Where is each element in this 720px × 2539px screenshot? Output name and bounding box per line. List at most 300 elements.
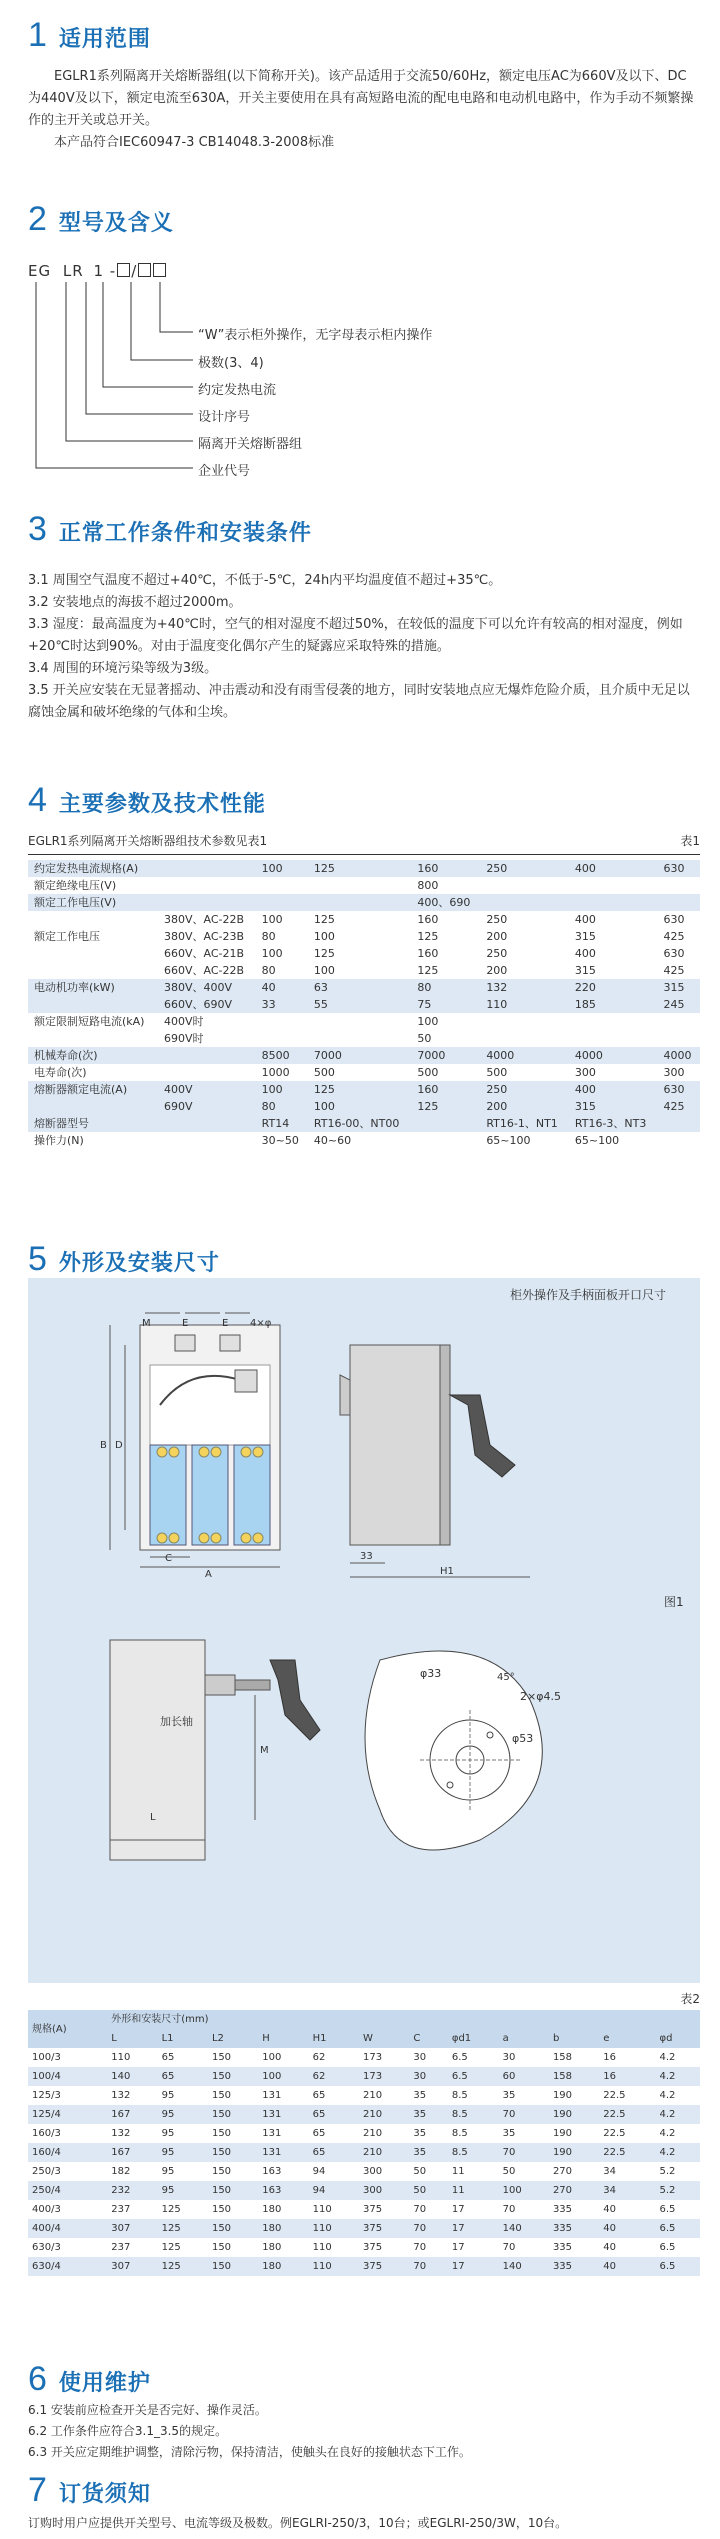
shaft-label: 加长轴 bbox=[160, 1715, 193, 1728]
table-cell bbox=[658, 1030, 701, 1047]
table-cell: 16 bbox=[599, 2067, 655, 2086]
table-cell: 110 bbox=[480, 996, 569, 1013]
table-cell: 40 bbox=[603, 2204, 617, 2215]
table-cell: 22.5 bbox=[599, 2105, 655, 2124]
table-cell: 95 bbox=[161, 2128, 175, 2139]
table-cell: 150 bbox=[211, 2090, 232, 2101]
model-label-design: 设计序号 bbox=[198, 410, 251, 425]
table-cell: 11 bbox=[451, 2166, 465, 2177]
table-cell: 4000 bbox=[658, 1047, 701, 1064]
table-cell bbox=[569, 1013, 658, 1030]
table-cell: 315 bbox=[658, 979, 701, 996]
ordering-text: 订购时用户应提供开关型号、电流等级及极数。例EGLRI-250/3，10台；或EGLRI-250/3W，10台。 bbox=[28, 2516, 568, 2530]
conditions-list bbox=[28, 570, 698, 724]
table-cell: 40 bbox=[603, 2242, 617, 2253]
table-cell: 180 bbox=[262, 2242, 282, 2253]
table-row bbox=[28, 2162, 700, 2181]
table-cell: 400/4 bbox=[28, 2219, 107, 2238]
table-cell: 375 bbox=[359, 2219, 409, 2238]
condition-item: 3.1 周围空气温度不超过+40℃，不低于-5℃，24h内平均温度值不超过+35℃。 bbox=[28, 573, 502, 588]
table-row bbox=[28, 2219, 700, 2238]
table-cell: 60 bbox=[499, 2067, 549, 2086]
table-cell: 182 bbox=[111, 2166, 131, 2177]
table-cell: 335 bbox=[552, 2204, 573, 2215]
table-cell: 35 bbox=[413, 2128, 427, 2139]
table-cell: 160 bbox=[417, 913, 439, 926]
table-cell: 173 bbox=[362, 2052, 383, 2063]
table-cell: 50 bbox=[417, 1032, 432, 1045]
table-cell: 630/4 bbox=[28, 2257, 107, 2276]
column-header: e bbox=[599, 2029, 655, 2048]
table-cell: 131 bbox=[258, 2105, 308, 2124]
table-cell: 125 bbox=[308, 860, 411, 877]
table-cell bbox=[480, 894, 569, 911]
table-cell: 4000 bbox=[569, 1047, 658, 1064]
table-cell bbox=[658, 1115, 701, 1132]
dim-m2: M bbox=[260, 1745, 269, 1756]
table-cell bbox=[480, 877, 569, 894]
table-cell: 30~50 bbox=[261, 1134, 299, 1147]
table-cell bbox=[308, 1013, 411, 1030]
table-cell: 8500 bbox=[256, 1047, 308, 1064]
column-header: H bbox=[258, 2029, 308, 2048]
table-cell: 17 bbox=[451, 2242, 465, 2253]
table-cell bbox=[256, 1030, 308, 1047]
table-cell: 30 bbox=[502, 2052, 516, 2063]
table-cell: 95 bbox=[158, 2143, 208, 2162]
table-cell: 8.5 bbox=[448, 2105, 499, 2124]
table-cell: 500 bbox=[486, 1066, 508, 1079]
table-cell: 100 bbox=[313, 930, 335, 943]
dim-h1: H1 bbox=[440, 1566, 454, 1577]
table-cell: 131 bbox=[262, 2090, 282, 2101]
table-cell bbox=[28, 962, 158, 979]
table-cell: 22.5 bbox=[603, 2128, 626, 2139]
column-header: φd1 bbox=[448, 2029, 499, 2048]
table-cell: 500 bbox=[313, 1066, 335, 1079]
section-1-body bbox=[28, 66, 698, 154]
table-cell: 660V、AC-21B bbox=[163, 947, 245, 960]
dim-m: M bbox=[142, 1318, 151, 1329]
table-cell: 150 bbox=[208, 2105, 258, 2124]
model-label-company: 企业代号 bbox=[198, 464, 251, 479]
table-cell bbox=[569, 894, 658, 911]
table-cell: 125 bbox=[158, 2257, 208, 2276]
table-cell: 100 bbox=[256, 1081, 308, 1098]
dim-d33: φ33 bbox=[420, 1667, 442, 1680]
table-cell: 307 bbox=[107, 2219, 157, 2238]
table-cell: 250 bbox=[486, 913, 508, 926]
table-cell: 4.2 bbox=[659, 2090, 676, 2101]
table-cell: 额定工作电压 bbox=[34, 930, 100, 943]
table-cell bbox=[28, 996, 158, 1013]
column-header: φd bbox=[656, 2029, 700, 2048]
maintenance-list bbox=[28, 2400, 698, 2463]
table-cell: 180 bbox=[262, 2204, 282, 2215]
table-cell: 660V、AC-22B bbox=[163, 964, 245, 977]
table-cell: 630 bbox=[658, 1081, 701, 1098]
table-cell: 380V、AC-23B bbox=[163, 930, 245, 943]
table-cell: 100/4 bbox=[28, 2067, 107, 2086]
table-cell: 131 bbox=[258, 2143, 308, 2162]
section-5-heading: 5 外形及安装尺寸 bbox=[28, 1240, 220, 1278]
table-cell: 210 bbox=[362, 2128, 383, 2139]
table-cell: 30 bbox=[413, 2052, 427, 2063]
table-cell: 425 bbox=[658, 1098, 701, 1115]
column-header: b bbox=[549, 2029, 599, 2048]
table-cell: 375 bbox=[359, 2257, 409, 2276]
table-cell: 35 bbox=[409, 2143, 448, 2162]
table-cell bbox=[411, 1132, 480, 1149]
table-cell: 65 bbox=[312, 2090, 326, 2101]
table-cell: 380V、400V bbox=[158, 979, 256, 996]
table-cell: 熔断器型号 bbox=[28, 1115, 158, 1132]
table-cell: 125 bbox=[161, 2242, 181, 2253]
table-cell: 245 bbox=[658, 996, 701, 1013]
table-cell: 70 bbox=[502, 2242, 516, 2253]
table-cell: 160 bbox=[411, 1081, 480, 1098]
table-cell: 232 bbox=[107, 2181, 157, 2200]
table-cell: 163 bbox=[258, 2181, 308, 2200]
table-cell: 163 bbox=[262, 2166, 282, 2177]
column-header: W bbox=[359, 2029, 409, 2048]
table-cell: 4.2 bbox=[656, 2105, 700, 2124]
table-cell: 100 bbox=[313, 964, 335, 977]
table-cell: 100 bbox=[261, 947, 283, 960]
table-row bbox=[28, 1115, 700, 1132]
table-cell bbox=[658, 894, 701, 911]
table-cell: 63 bbox=[308, 979, 411, 996]
dim-l: L bbox=[150, 1812, 156, 1823]
model-label-poles: 极数(3、4) bbox=[198, 356, 264, 371]
table-cell: 300 bbox=[574, 1066, 596, 1079]
condition-item: 3.4 周围的环境污染等级为3级。 bbox=[28, 661, 218, 676]
table-cell: 8.5 bbox=[451, 2128, 468, 2139]
dim-33: 33 bbox=[360, 1551, 373, 1562]
table-cell: 35 bbox=[409, 2105, 448, 2124]
table-cell: 100 bbox=[258, 2067, 308, 2086]
table-cell: 220 bbox=[569, 979, 658, 996]
table-cell bbox=[308, 894, 411, 911]
table-cell: 315 bbox=[574, 964, 596, 977]
table-cell: 40 bbox=[599, 2257, 655, 2276]
section-2-heading: 2 型号及含义 bbox=[28, 200, 174, 238]
table-cell: 250/3 bbox=[32, 2166, 61, 2177]
column-header: a bbox=[499, 2029, 549, 2048]
table-row bbox=[28, 979, 700, 996]
maintenance-item: 6.3 开关应定期维护调整，清除污物，保持清洁，使触头在良好的接触状态下工作。 bbox=[28, 2445, 471, 2459]
table-cell: 7000 bbox=[411, 1047, 480, 1064]
table-cell: 210 bbox=[359, 2105, 409, 2124]
table-cell: 237 bbox=[111, 2242, 131, 2253]
table-cell: 70 bbox=[499, 2143, 549, 2162]
table-cell: 8.5 bbox=[448, 2143, 499, 2162]
table-cell: 4.2 bbox=[656, 2143, 700, 2162]
model-label-type: 隔离开关熔断器组 bbox=[198, 437, 303, 452]
parameters-table bbox=[28, 860, 700, 1149]
table-cell: 80 bbox=[261, 930, 276, 943]
table-cell: 6.5 bbox=[448, 2067, 499, 2086]
table-cell: 630/3 bbox=[32, 2242, 61, 2253]
table-cell: 95 bbox=[158, 2181, 208, 2200]
table-cell: 800 bbox=[417, 879, 439, 892]
table-row bbox=[28, 2067, 700, 2086]
table-cell: 160 bbox=[417, 947, 439, 960]
table-cell: 125 bbox=[308, 1081, 411, 1098]
table-cell: 125 bbox=[313, 913, 335, 926]
table-cell: 190 bbox=[552, 2128, 573, 2139]
table-cell: 40 bbox=[256, 979, 308, 996]
table-cell bbox=[256, 894, 308, 911]
table-cell: 210 bbox=[359, 2143, 409, 2162]
dim-e1: E bbox=[182, 1318, 189, 1329]
table-cell: 150 bbox=[208, 2181, 258, 2200]
table-row bbox=[28, 2124, 700, 2143]
table-cell: 380V、AC-22B bbox=[163, 913, 245, 926]
table-cell: 180 bbox=[258, 2257, 308, 2276]
table-row bbox=[28, 1081, 700, 1098]
table-cell: 237 bbox=[111, 2204, 131, 2215]
table-cell: 158 bbox=[549, 2067, 599, 2086]
table-cell: 173 bbox=[359, 2067, 409, 2086]
table-cell: RT16-3、NT3 bbox=[569, 1115, 658, 1132]
table-cell: 50 bbox=[409, 2181, 448, 2200]
table-row bbox=[28, 877, 700, 894]
table-cell: 94 bbox=[312, 2166, 326, 2177]
table-cell: 17 bbox=[448, 2219, 499, 2238]
table-cell: 40 bbox=[599, 2219, 655, 2238]
table-cell bbox=[658, 1013, 701, 1030]
table-cell bbox=[28, 1030, 158, 1047]
table-cell: 30 bbox=[409, 2067, 448, 2086]
table-cell bbox=[28, 945, 158, 962]
section-4-heading: 4 主要参数及技术性能 bbox=[28, 781, 266, 819]
table-row bbox=[28, 2257, 700, 2276]
table-cell: 132 bbox=[111, 2128, 131, 2139]
table-cell: 75 bbox=[411, 996, 480, 1013]
table-cell: 140 bbox=[107, 2067, 157, 2086]
table-cell: 35 bbox=[502, 2128, 516, 2139]
table-cell: 94 bbox=[309, 2181, 359, 2200]
table-cell: 65~100 bbox=[574, 1134, 620, 1147]
table-cell: 200 bbox=[480, 1098, 569, 1115]
table-cell: 300 bbox=[362, 2166, 383, 2177]
table-cell: 70 bbox=[409, 2219, 448, 2238]
table-cell bbox=[658, 1132, 701, 1149]
table-row bbox=[28, 1132, 700, 1149]
table-cell: 6.5 bbox=[659, 2242, 676, 2253]
standard-paragraph: 本产品符合IEC60947-3 CB14048.3-2008标准 bbox=[54, 135, 335, 150]
table-cell: 167 bbox=[107, 2143, 157, 2162]
condition-item: 3.5 开关应安装在无显著摇动、冲击震动和没有雨雪侵袭的地方，同时安装地点应无爆炸危险介质，且介质中无足以腐蚀金属和破坏绝缘的气体和尘埃。 bbox=[28, 683, 690, 720]
table-cell: 110 bbox=[309, 2219, 359, 2238]
table-cell: 150 bbox=[208, 2219, 258, 2238]
table-cell: 100/3 bbox=[32, 2052, 61, 2063]
table-cell: 131 bbox=[262, 2128, 282, 2139]
table-cell: 315 bbox=[574, 930, 596, 943]
table-cell: 4.2 bbox=[656, 2067, 700, 2086]
table-cell: 400V时 bbox=[163, 1015, 204, 1028]
table-cell: 7000 bbox=[308, 1047, 411, 1064]
table-cell: 110 bbox=[312, 2204, 332, 2215]
table-cell: 40~60 bbox=[313, 1134, 352, 1147]
section-6-heading: 6 使用维护 bbox=[28, 2360, 151, 2398]
table-cell: 55 bbox=[308, 996, 411, 1013]
table-cell: 100 bbox=[262, 2052, 282, 2063]
table-cell: 11 bbox=[448, 2181, 499, 2200]
table-cell: 4.2 bbox=[659, 2052, 676, 2063]
table-cell: 425 bbox=[663, 930, 685, 943]
table-cell: 400、690 bbox=[411, 894, 480, 911]
model-label-current: 约定发热电流 bbox=[198, 383, 277, 398]
table-cell: 约定发热电流规格(A) bbox=[28, 860, 158, 877]
table-cell: 110 bbox=[309, 2257, 359, 2276]
table-cell: 50 bbox=[502, 2166, 516, 2177]
table-cell: 250 bbox=[480, 860, 569, 877]
table-cell bbox=[158, 1064, 256, 1081]
table-cell: 190 bbox=[549, 2105, 599, 2124]
table-cell: 150 bbox=[211, 2204, 232, 2215]
table2-label: 表2 bbox=[680, 1992, 700, 2006]
table-cell: 400 bbox=[569, 860, 658, 877]
table-row bbox=[28, 860, 700, 877]
table-cell: 335 bbox=[549, 2257, 599, 2276]
table-cell: 307 bbox=[107, 2257, 157, 2276]
table-cell: 1000 bbox=[261, 1066, 290, 1079]
section-7-heading: 7 订货须知 bbox=[28, 2471, 151, 2509]
column-header: H1 bbox=[309, 2029, 359, 2048]
table-cell: 17 bbox=[448, 2257, 499, 2276]
table-cell: 95 bbox=[161, 2090, 175, 2101]
table-cell: 400 bbox=[569, 1081, 658, 1098]
figure-1-drawing bbox=[50, 1305, 670, 1585]
table-cell: 33 bbox=[256, 996, 308, 1013]
table-row bbox=[28, 928, 700, 945]
table-cell: 6.5 bbox=[451, 2052, 468, 2063]
table-cell: 8.5 bbox=[451, 2090, 468, 2101]
table-cell: 158 bbox=[552, 2052, 573, 2063]
table-cell: 140 bbox=[499, 2257, 549, 2276]
table-cell: 190 bbox=[549, 2143, 599, 2162]
table-cell: 80 bbox=[261, 964, 276, 977]
table-cell: 22.5 bbox=[599, 2143, 655, 2162]
table-cell: 132 bbox=[480, 979, 569, 996]
table-cell: 电动机功率(kW) bbox=[28, 979, 158, 996]
table-cell: 100 bbox=[308, 1098, 411, 1115]
table-cell: 300 bbox=[359, 2181, 409, 2200]
table-cell: RT16-1、NT1 bbox=[480, 1115, 569, 1132]
table-cell bbox=[158, 1132, 256, 1149]
table-cell: 185 bbox=[569, 996, 658, 1013]
dims-header: 外形和安装尺寸(mm) bbox=[107, 2010, 700, 2029]
table-cell: 200 bbox=[486, 930, 508, 943]
table-row bbox=[28, 894, 700, 911]
table-cell: 150 bbox=[211, 2242, 232, 2253]
table-row bbox=[28, 1013, 700, 1030]
dim-holes2: 2×φ4.5 bbox=[520, 1690, 561, 1703]
dim-angle: 45° bbox=[497, 1672, 515, 1683]
table-cell: 270 bbox=[552, 2166, 573, 2177]
table-cell bbox=[158, 1047, 256, 1064]
table-cell bbox=[308, 1030, 411, 1047]
table-cell: 190 bbox=[552, 2090, 573, 2101]
table-cell: 62 bbox=[309, 2067, 359, 2086]
table-cell: 150 bbox=[211, 2128, 232, 2139]
table-cell: 6.5 bbox=[656, 2257, 700, 2276]
section-1-heading: 1 适用范围 bbox=[28, 16, 151, 54]
table-cell: 65 bbox=[158, 2067, 208, 2086]
dimensions-table bbox=[28, 2010, 700, 2276]
table-cell: 400 bbox=[574, 947, 596, 960]
table-cell: 375 bbox=[362, 2204, 383, 2215]
model-code: EG LR 1 - / bbox=[28, 262, 167, 280]
table-cell: 160/4 bbox=[28, 2143, 107, 2162]
table-cell: 100 bbox=[256, 860, 308, 877]
table-cell bbox=[28, 911, 158, 928]
table-cell: 17 bbox=[451, 2204, 465, 2215]
table-cell: 70 bbox=[413, 2204, 427, 2215]
table-cell: 100 bbox=[261, 913, 283, 926]
table-row bbox=[28, 1047, 700, 1064]
table-cell: RT16-00、NT00 bbox=[308, 1115, 411, 1132]
table-cell: 150 bbox=[208, 2067, 258, 2086]
table-cell: 630 bbox=[663, 913, 685, 926]
table-row bbox=[28, 1098, 700, 1115]
table-cell bbox=[158, 877, 256, 894]
table-cell: 200 bbox=[486, 964, 508, 977]
table1-label: 表1 bbox=[680, 834, 700, 848]
table-cell: 180 bbox=[258, 2219, 308, 2238]
dim-d53: φ53 bbox=[512, 1732, 534, 1745]
table-cell: 65 bbox=[312, 2128, 326, 2139]
table-cell: 160/3 bbox=[32, 2128, 61, 2139]
table-cell: 150 bbox=[211, 2166, 232, 2177]
table-cell: 300 bbox=[663, 1066, 685, 1079]
table-cell: 400/3 bbox=[32, 2204, 61, 2215]
table-cell: 70 bbox=[499, 2105, 549, 2124]
table-cell bbox=[480, 1013, 569, 1030]
table-cell bbox=[158, 1115, 256, 1132]
table-cell: 65 bbox=[161, 2052, 175, 2063]
column-header: L bbox=[107, 2029, 157, 2048]
table-cell: 167 bbox=[107, 2105, 157, 2124]
section-3-heading: 3 正常工作条件和安装条件 bbox=[28, 510, 312, 548]
table-cell: 125 bbox=[411, 1098, 480, 1115]
table-cell: 270 bbox=[549, 2181, 599, 2200]
table-cell: 500 bbox=[417, 1066, 439, 1079]
table-cell bbox=[28, 1098, 158, 1115]
table-cell bbox=[256, 877, 308, 894]
table-row bbox=[28, 2143, 700, 2162]
table-cell: 630 bbox=[663, 947, 685, 960]
table-cell: 690V时 bbox=[163, 1032, 204, 1045]
table-cell: 335 bbox=[549, 2219, 599, 2238]
table-cell: 操作力(N) bbox=[34, 1134, 84, 1147]
table-row bbox=[28, 2086, 700, 2105]
table-cell: 660V、690V bbox=[158, 996, 256, 1013]
table-cell bbox=[158, 894, 256, 911]
table-cell: 375 bbox=[362, 2242, 383, 2253]
dim-c: C bbox=[165, 1553, 172, 1564]
table-cell: 125 bbox=[313, 947, 335, 960]
table-cell: 34 bbox=[603, 2166, 617, 2177]
condition-item: 3.3 湿度：最高温度为+40℃时，空气的相对湿度不超过50%，在较低的温度下可以允许有较高的相对湿度，例如+20℃时达到90%。对由于温度变化偶尔产生的疑露应采取特殊的措施。 bbox=[28, 617, 683, 654]
table-cell: 4.2 bbox=[659, 2128, 676, 2139]
table-cell: 125/3 bbox=[32, 2090, 61, 2101]
table-cell: 65~100 bbox=[486, 1134, 531, 1147]
table-cell: 315 bbox=[569, 1098, 658, 1115]
table-row bbox=[28, 2181, 700, 2200]
